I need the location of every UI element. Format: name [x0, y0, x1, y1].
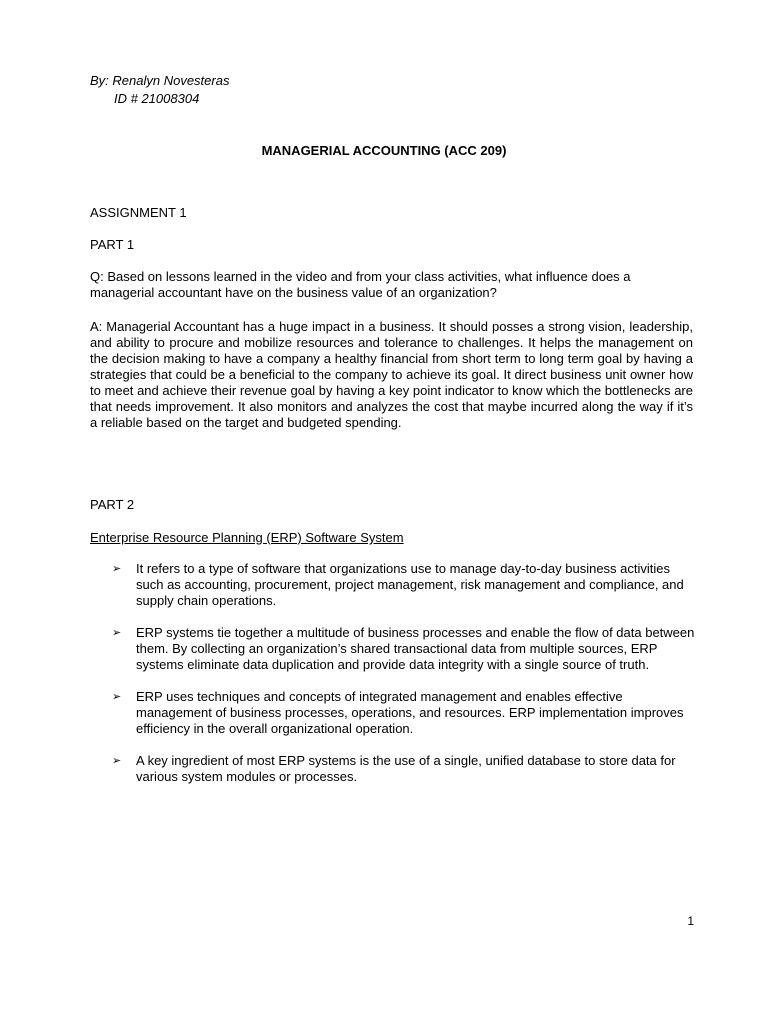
author-name: By: Renalyn Novesteras [90, 73, 230, 88]
list-item [112, 625, 697, 673]
arrow-bullet-icon: ➢ [112, 627, 122, 639]
erp-subtitle: Enterprise Resource Planning (ERP) Software System [90, 530, 404, 545]
bullet-text: It refers to a type of software that organizations use to manage day-to-day business activities such as accounting, procurement, project management, risk management and compliance, and supply chain operations. [136, 561, 684, 608]
page-number: 1 [687, 914, 694, 928]
erp-bullet-list [112, 561, 697, 801]
bullet-text: ERP uses techniques and concepts of integrated management and enables effective management of business processes, operations, and resources. ERP implementation improves efficiency in the overall organizational operation. [136, 689, 684, 736]
question-paragraph: Q: Based on lessons learned in the video and from your class activities, what influence does a managerial accountant have on the business value of an organization? [90, 269, 631, 300]
answer-paragraph: A: Managerial Accountant has a huge impact in a business. It should posses a strong vision, leadership, and ability to procure and mobilize resources and tolerance to challenges. It helps the management on the decision making to have a company a healthy financial from short term to long term goal by having a strategies that could be a beneficial to the company to achieve its goal. It direct business unit owner how to meet and achieve their revenue goal by having a key point indicator to know which the bottlenecks are that needs improvement. It also monitors and analyzes the cost that maybe incurred along the way if it’s a reliable based on the target and budgeted spending. [90, 319, 693, 430]
arrow-bullet-icon: ➢ [112, 563, 122, 575]
bullet-text: ERP systems tie together a multitude of business processes and enable the flow of data between them. By collecting an organization’s shared transactional data from multiple sources, ERP systems eliminate data duplication and provide data integrity with a single source of truth. [136, 625, 695, 672]
list-item [112, 561, 697, 609]
part2-heading: PART 2 [90, 497, 135, 512]
assignment-heading: ASSIGNMENT 1 [90, 205, 187, 220]
list-item [112, 753, 697, 785]
bullet-text: A key ingredient of most ERP systems is the use of a single, unified database to store data for various system modules or processes. [136, 753, 676, 784]
arrow-bullet-icon: ➢ [112, 755, 122, 767]
student-id: ID # 21008304 [114, 91, 200, 106]
list-item [112, 689, 697, 737]
part1-heading: PART 1 [90, 237, 135, 252]
arrow-bullet-icon: ➢ [112, 691, 122, 703]
document-title: MANAGERIAL ACCOUNTING (ACC 209) [261, 143, 507, 158]
